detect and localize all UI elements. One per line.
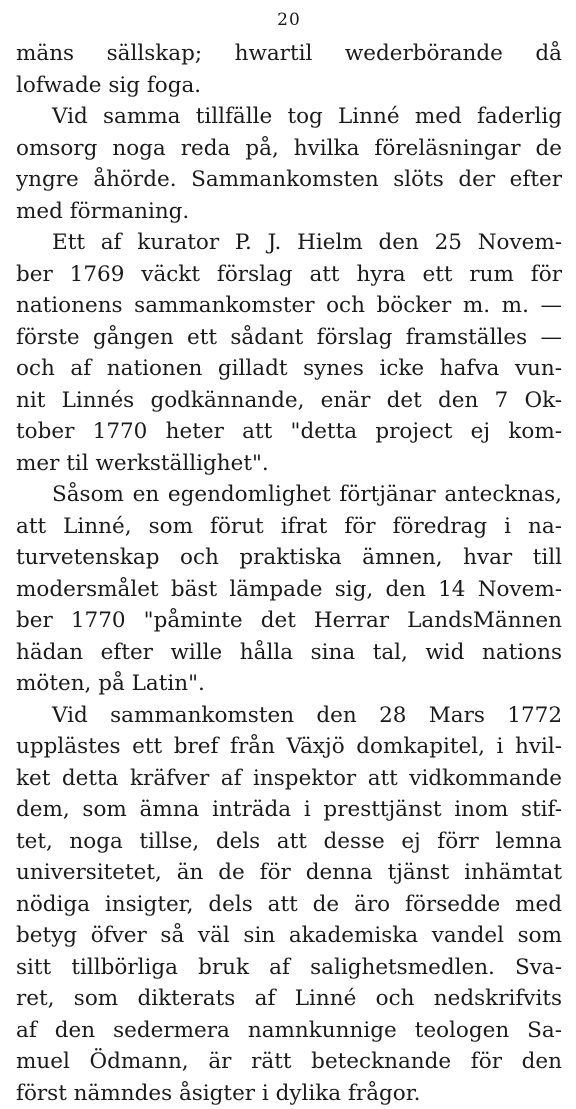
paragraph bbox=[16, 700, 562, 1109]
paragraph bbox=[16, 38, 562, 101]
text-line: möten, på Latin". bbox=[16, 668, 562, 700]
text-line: Såsom en egendomlighet förtjänar antecknas, bbox=[16, 479, 562, 511]
text-line: sitt tillbörliga bruk af salighetsmedlen. Sva- bbox=[16, 952, 562, 984]
text-line: och af nationen gilladt synes icke hafva vun- bbox=[16, 353, 562, 385]
text-line: dem, som ämna inträda i presttjänst inom stif- bbox=[16, 794, 562, 826]
paragraph bbox=[16, 101, 562, 227]
text-line: lofwade sig foga. bbox=[16, 70, 562, 102]
text-line: nationens sammankomster och böcker m. m. — bbox=[16, 290, 562, 322]
text-line: universitetet, än de för denna tjänst inhämtat bbox=[16, 857, 562, 889]
text-line: nit Linnés godkännande, enär det den 7 Ok- bbox=[16, 385, 562, 417]
text-line: af den sedermera namnkunnige teologen Sa- bbox=[16, 1015, 562, 1047]
text-line: med förmaning. bbox=[16, 196, 562, 228]
text-line: muel Ödmann, är rätt betecknande för den bbox=[16, 1046, 562, 1078]
text-line: förste gången ett sådant förslag framställes — bbox=[16, 322, 562, 354]
text-line: modersmålet bäst lämpade sig, den 14 Novem- bbox=[16, 574, 562, 606]
text-line: Ett af kurator P. J. Hielm den 25 Novem- bbox=[16, 227, 562, 259]
text-line: ret, som dikterats af Linné och nedskrifvits bbox=[16, 983, 562, 1015]
text-line: ber 1770 "påminte det Herrar LandsMännen bbox=[16, 605, 562, 637]
text-line: nödiga insigter, dels att de äro försedde med bbox=[16, 889, 562, 921]
text-line: ber 1769 väckt förslag att hyra ett rum för bbox=[16, 259, 562, 291]
paragraph bbox=[16, 227, 562, 479]
text-line: mäns sällskap; hwartil wederbörande då bbox=[16, 38, 562, 70]
paragraph bbox=[16, 479, 562, 700]
text-line: tet, noga tillse, dels att desse ej förr lemna bbox=[16, 826, 562, 858]
text-line: yngre åhörde. Sammankomsten slöts der efter bbox=[16, 164, 562, 196]
text-line: Vid samma tillfälle tog Linné med faderlig bbox=[16, 101, 562, 133]
text-line: mer til werkställighet". bbox=[16, 448, 562, 480]
text-line: turvetenskap och praktiska ämnen, hvar till bbox=[16, 542, 562, 574]
text-line: upplästes ett bref från Växjö domkapitel, i hvil- bbox=[16, 731, 562, 763]
text-line: omsorg noga reda på, hvilka föreläsningar de bbox=[16, 133, 562, 165]
page-number: 20 bbox=[16, 0, 562, 38]
text-line: att Linné, som förut ifrat för föredrag i na- bbox=[16, 511, 562, 543]
text-line: hädan efter wille hålla sina tal, wid nations bbox=[16, 637, 562, 669]
body-text bbox=[16, 38, 562, 1109]
text-line: betyg öfver så väl sin akademiska vandel som bbox=[16, 920, 562, 952]
text-line: tober 1770 heter att "detta project ej kom- bbox=[16, 416, 562, 448]
text-line: Vid sammankomsten den 28 Mars 1772 bbox=[16, 700, 562, 732]
text-line: ket detta kräfver af inspektor att vidkommande bbox=[16, 763, 562, 795]
text-line: först nämndes åsigter i dylika frågor. bbox=[16, 1078, 562, 1109]
